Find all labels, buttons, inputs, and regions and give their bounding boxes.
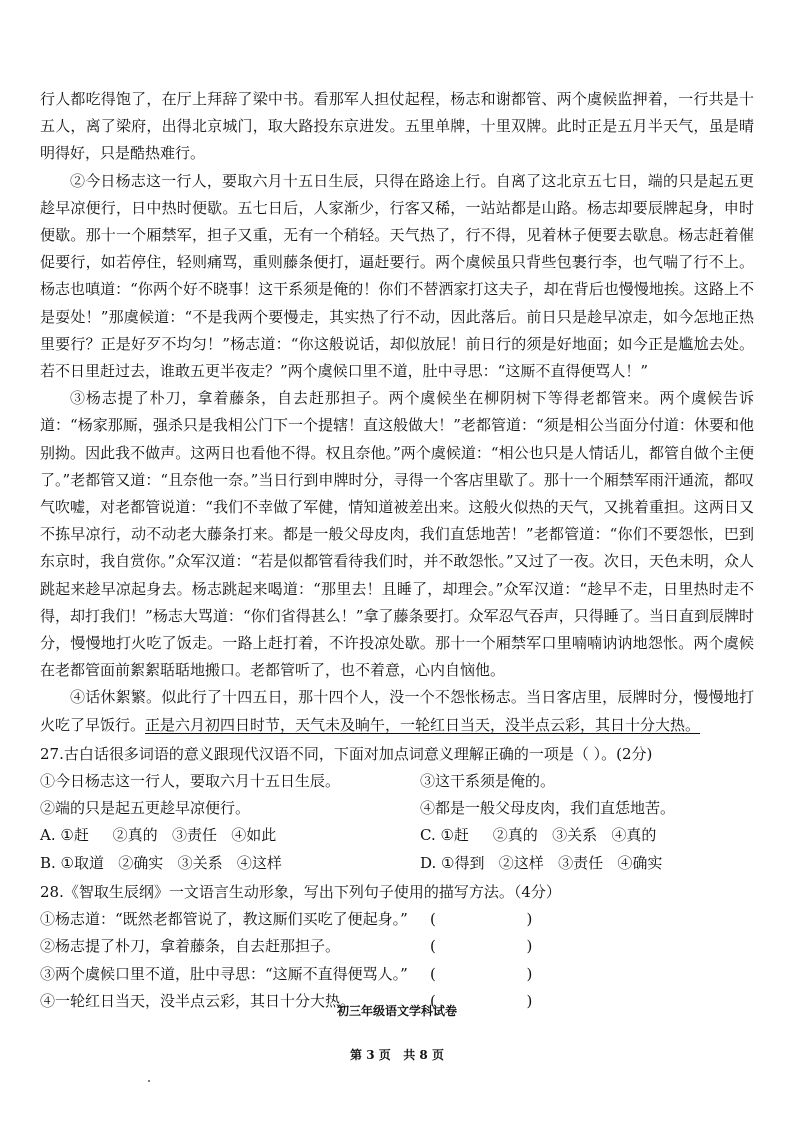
passage-paragraph-continued: 行人都吃得饱了，在厅上拜辞了梁中书。看那军人担仗起程，杨志和谢都管、两个虞候监押着，一行共是十五人，离了梁府，出得北京城门，取大路投东京进发。五里单牌，十里双牌。此时正是五月半天气，虽是晴明得好，只是酷热难行。 [40, 90, 754, 163]
question-28-blank-2[interactable]: ( ) [430, 937, 533, 956]
question-27-sentence-row-1 [40, 768, 754, 795]
question-27-option-c: C. ①赶 ②真的 ③关系 ④真的 [420, 826, 657, 845]
question-27-sentence-4: ④都是一般父母皮肉，我们直恁地苦。 [420, 799, 676, 818]
question-28 [40, 879, 754, 1015]
question-28-stem: 28.《智取生辰纲》一文语言生动形象，写出下列句子使用的描写方法。（4分） [40, 882, 561, 901]
question-27-option-d: D. ①得到 ②这样 ③责任 ④确实 [420, 853, 663, 872]
question-28-item [40, 933, 754, 960]
question-28-sentence-2: ②杨志提了朴刀，拿着藤条，自去赶那担子。 [40, 937, 341, 956]
question-28-sentence-4: ④一轮红日当天，没半点云彩，其日十分大热。 [40, 991, 356, 1010]
question-27-option-a: A. ①赶 ②真的 ③责任 ④如此 [40, 826, 277, 845]
passage-paragraph-3: ③杨志提了朴刀，拿着藤条，自去赶那担子。两个虞候坐在柳阴树下等得老都管来。两个虞候告诉道：“杨家那厮，强杀只是我相公门下一个提辖！直这般做大！”老都管道：“须是相公当面分付道：休要和他别拗。因此我不做声。这两日也看他不得。权且奈他。”两个虞候道：“相公也只是人情话儿，都管自做个主便了。”老都管又道：“且奈他一奈。”当日行到申牌时分，寻得一个客店里歇了。那十一个厢禁军雨汗通流，都叹气吹嘘，对老都管说道：“我们不幸做了军健，情知道被差出来。这般火似热的天气，又挑着重担。这两日又不拣早凉行，动不动老大藤条打来。都是一般父母皮肉，我们直恁地苦！”老都管道：“你们不要怨怅，巴到东京时，我自赏你。”众军汉道：“若是似都管看待我们时，并不敢怨怅。”又过了一夜。次日，天色未明，众人跳起来趁早凉起身去。杨志跳起来喝道：“那里去！且睡了，却理会。”众军汉道：“趁早不走，日里热时走不得，却打我们！”杨志大骂道：“你们省得甚么！”拿了藤条要打。众军忍气吞声，只得睡了。当日直到辰牌时分，慢慢地打火吃了饭走。一路上赶打着，不许投凉处歇。那十一个厢禁军口里喃喃讷讷地怨怅。两个虞候在老都管面前絮絮聒聒地搬口。老都管听了，也不着意，心内自恼他。 [40, 389, 754, 680]
exam-footer-title: 初三年级语文学科试卷 [336, 1004, 457, 1018]
question-28-sentence-3: ③两个虞候口里不道，肚中寻思：“这厮不直得便骂人。” [40, 964, 408, 983]
question-27-sentence-3: ③这干系须是俺的。 [420, 772, 556, 791]
passage-paragraph-4-text: ④话休絮繁。似此行了十四五日，那十四个人，没一个不怨怅杨志。当日客店里，辰牌时分，慢慢地打火吃了早饭行。 [40, 688, 754, 734]
question-28-blank-3[interactable]: ( ) [430, 964, 533, 983]
passage-paragraph-2: ②今日杨志这一行人，要取六月十五日生辰，只得在路途上行。自离了这北京五七日，端的只是起五更趁早凉便行，日中热时便歇。五七日后，人家渐少，行客又稀，一站站都是山路。杨志却要辰牌起身，申时便歇。那十一个厢禁军，担子又重，无有一个稍轻。天气热了，行不得，见着林子便要去歇息。杨志赶着催促要行，如若停住，轻则痛骂，重则藤条便打，逼赶要行。两个虞候虽只背些包裹行李，也气喘了行不上。杨志也嗔道：“你两个好不晓事！这干系须是俺的！你们不替洒家打这夫子，却在背后也慢慢地挨。这路上不是耍处！”那虞候道：“不是我两个要慢走，其实热了行不动，因此落后。前日只是趁早凉走，如今怎地正热里要行？正是好歹不均匀！”杨志道：“你这般说话，却似放屁！前日行的须是好地面；如今正是尴尬去处。若不日里赶过去，谁敢五更半夜走？”两个虞候口里不道，肚中寻思：“这厮不直得便骂人！” [40, 171, 754, 381]
passage-paragraph-4 [40, 684, 754, 738]
question-27-sentence-row-2 [40, 795, 754, 822]
question-28-item [40, 961, 754, 988]
question-28-blank-1[interactable]: ( ) [430, 910, 533, 929]
question-27-choice-row-1 [40, 822, 754, 849]
question-27-stem: 27.古白话很多词语的意义跟现代汉语不同，下面对加点词意义理解正确的一项是（ ）。(2分) [40, 744, 653, 763]
page-number: 第 3 页 共 8 页 [350, 1048, 444, 1062]
underlined-sentence: 正是六月初四日时节，天气未及晌午，一轮红日当天，没半点云彩，其日十分大热。 [145, 715, 701, 734]
question-27 [40, 741, 754, 877]
question-27-sentence-1: ①今日杨志这一行人，要取六月十五日生辰。 [40, 772, 341, 791]
question-27-choice-row-2 [40, 850, 754, 877]
question-28-blank-4[interactable]: ( ) [430, 991, 533, 1010]
question-27-option-b: B. ①取道 ②确实 ③关系 ④这样 [40, 853, 282, 872]
question-27-sentence-2: ②端的只是起五更趁早凉便行。 [40, 799, 251, 818]
question-28-sentence-1: ①杨志道：“既然老都管说了，教这厮们买吃了便起身。” [40, 910, 408, 929]
exam-page [40, 86, 754, 1015]
scan-speck [148, 1080, 150, 1082]
question-28-item [40, 906, 754, 933]
